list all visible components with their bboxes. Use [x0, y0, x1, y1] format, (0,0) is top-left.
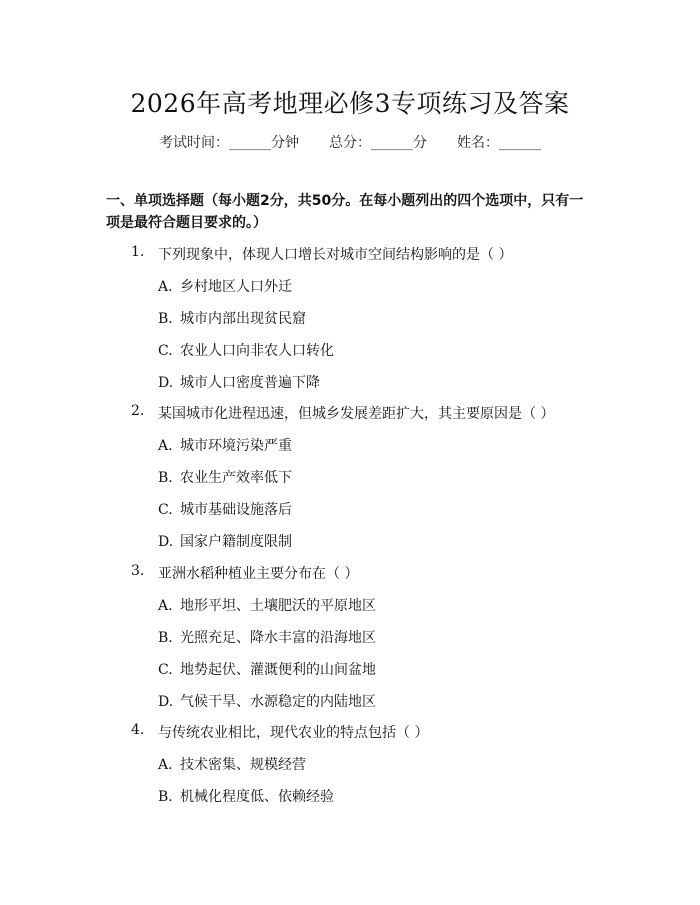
- question-text: 下列现象中，体现人口增长对城市空间结构影响的是（ ）: [158, 247, 513, 263]
- exam-time-label: 考试时间：______分钟: [159, 135, 299, 151]
- option-text: 城市环境污染严重: [180, 438, 292, 454]
- option: [158, 372, 320, 392]
- option-text: 机械化程度低、依赖经验: [180, 789, 334, 805]
- option: [158, 276, 292, 296]
- option-letter: A.: [158, 279, 173, 295]
- option-text: 城市内部出现贫民窟: [180, 311, 306, 327]
- option-letter: D.: [158, 534, 174, 550]
- option-letter: B.: [158, 789, 173, 805]
- option-text: 技术密集、规模经营: [180, 757, 306, 773]
- document-title: 2026年高考地理必修3专项练习及答案: [130, 89, 570, 118]
- option-text: 农业生产效率低下: [180, 470, 292, 486]
- option-text: 国家户籍制度限制: [180, 534, 292, 550]
- option: [158, 691, 376, 711]
- option: [158, 595, 376, 615]
- option-text: 光照充足、降水丰富的沿海地区: [180, 630, 376, 646]
- option-text: 地形平坦、土壤肥沃的平原地区: [180, 598, 376, 614]
- option: [158, 435, 292, 455]
- option-text: 乡村地区人口外迁: [180, 279, 292, 295]
- option-text: 气候干旱、水源稳定的内陆地区: [180, 694, 376, 710]
- option-letter: A.: [158, 438, 173, 454]
- option: [158, 627, 376, 647]
- option: [158, 467, 292, 487]
- option-letter: C.: [158, 502, 173, 518]
- question-text: 亚洲水稻种植业主要分布在（ ）: [158, 566, 359, 582]
- section-heading: 一、单项选择题（每小题2分，共50分。在每小题列出的四个选项中，只有一项是最符合题目要求的。）: [106, 193, 584, 231]
- option-letter: B.: [158, 311, 173, 327]
- question-number: 4.: [131, 722, 145, 738]
- option: [158, 531, 292, 551]
- option-letter: A.: [158, 757, 173, 773]
- question-text: 某国城市化进程迅速，但城乡发展差距扩大，其主要原因是（ ）: [158, 406, 555, 422]
- question-number: 3.: [131, 563, 145, 579]
- option: [158, 786, 334, 806]
- option-letter: A.: [158, 598, 173, 614]
- exam-meta: [0, 132, 700, 152]
- option-letter: B.: [158, 470, 173, 486]
- question-number: 2.: [131, 403, 145, 419]
- option: [158, 659, 376, 679]
- question-text: 与传统农业相比，现代农业的特点包括（ ）: [158, 725, 429, 741]
- option-text: 城市人口密度普遍下降: [180, 375, 320, 391]
- option-text: 城市基础设施落后: [180, 502, 292, 518]
- option-letter: B.: [158, 630, 173, 646]
- option-letter: D.: [158, 375, 174, 391]
- option-letter: C.: [158, 662, 173, 678]
- option-letter: D.: [158, 694, 174, 710]
- option-text: 地势起伏、灌溉便利的山间盆地: [180, 662, 376, 678]
- option-letter: C.: [158, 343, 173, 359]
- option: [158, 340, 334, 360]
- option-text: 农业人口向非农人口转化: [180, 343, 334, 359]
- option: [158, 308, 306, 328]
- option: [158, 499, 292, 519]
- total-score-label: 总分：______分: [329, 135, 427, 151]
- option: [158, 754, 306, 774]
- name-label: 姓名：______: [457, 135, 541, 151]
- question-number: 1.: [131, 244, 145, 260]
